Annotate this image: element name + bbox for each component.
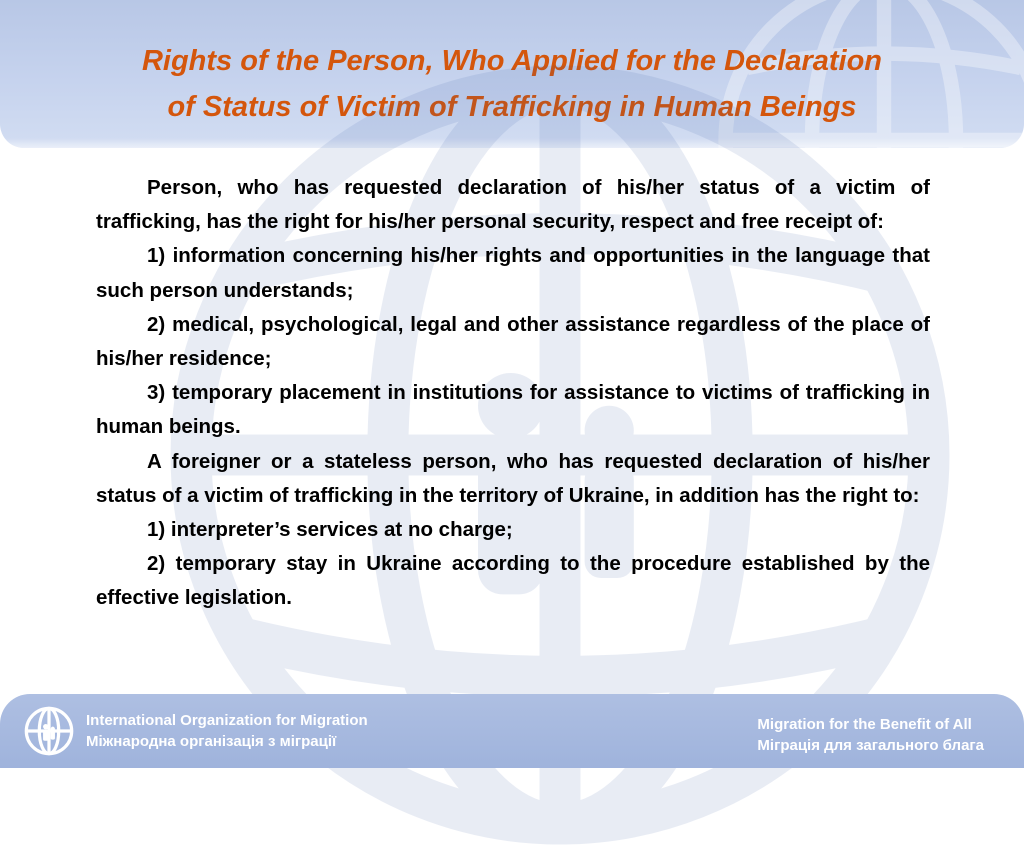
- org-name-en: International Organization for Migration: [86, 712, 368, 729]
- iom-logo-icon: [22, 704, 76, 758]
- paragraph-foreigner: A foreigner or a stateless person, who has requested declaration of his/her status of a victim of trafficking in the territory of Ukraine, in addition has the right to:: [96, 449, 930, 507]
- org-name-uk: Міжнародна організація з міграції: [86, 733, 337, 750]
- list-item-right-2: 2) medical, psychological, legal and other assistance regardless of the place of his/her residence;: [96, 312, 930, 371]
- slogan-uk: Міграція для загального блага: [757, 737, 984, 754]
- title-line-1: Rights of the Person, Who Applied for the Declaration: [141, 45, 883, 77]
- title-line-2: of Status of Victim of Trafficking in Human Beings: [167, 91, 857, 123]
- footer-organization: [86, 710, 368, 752]
- list-item-foreigner-1: 1) interpreter’s services at no charge;: [147, 518, 513, 542]
- page-title: [30, 38, 994, 130]
- list-item-right-3: 3) temporary placement in institutions for assistance to victims of trafficking in human beings.: [96, 381, 930, 439]
- list-item-foreigner-2: 2) temporary stay in Ukraine according to the procedure established by the effective legislation.: [96, 552, 930, 610]
- paragraph-intro: Person, who has requested declaration of his/her status of a victim of trafficking, has the right for his/her personal security, respect and free receipt of:: [96, 176, 930, 234]
- slogan-en: Migration for the Benefit of All: [757, 716, 972, 733]
- footer-slogan: [757, 714, 984, 756]
- list-item-right-1: 1) information concerning his/her rights and opportunities in the language that such person understands;: [96, 244, 930, 302]
- content-body: [96, 171, 930, 616]
- header-band: [0, 0, 1024, 148]
- footer-band: [0, 694, 1024, 768]
